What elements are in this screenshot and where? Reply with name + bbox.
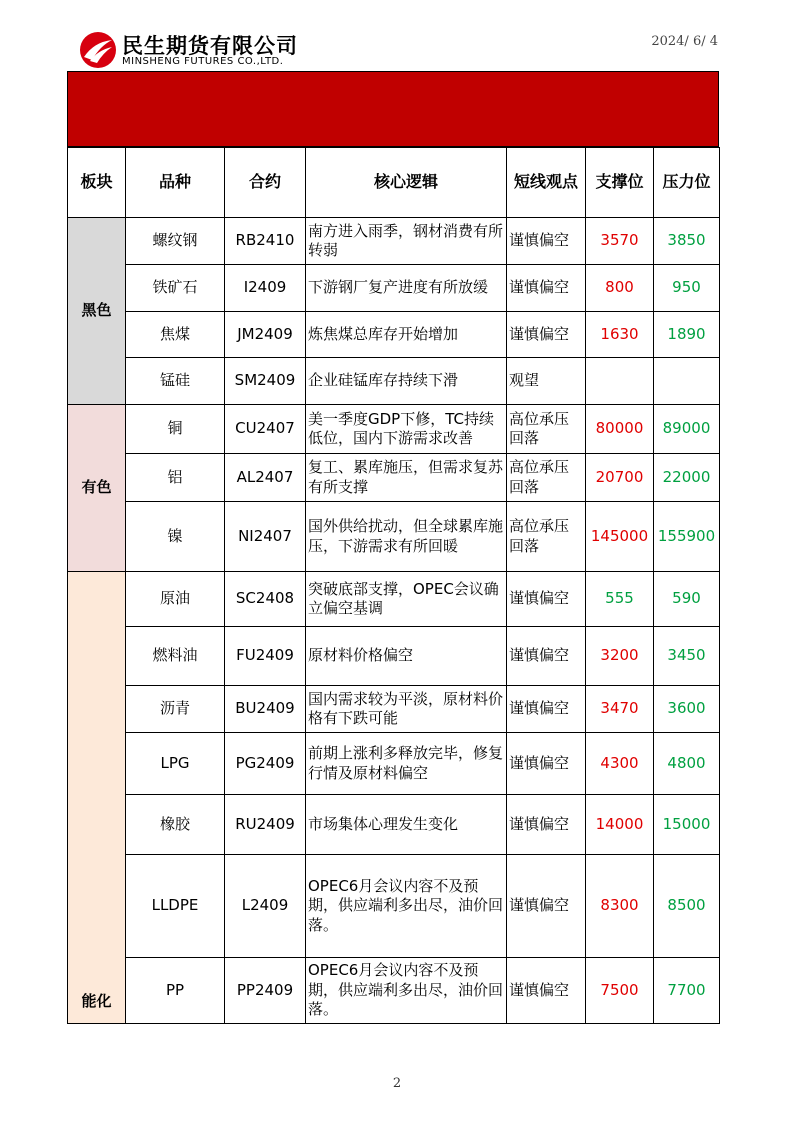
support-cell: 3470 <box>586 686 654 733</box>
logic-cell: OPEC6月会议内容不及预期，供应端利多出尽，油价回落。 <box>306 958 507 1024</box>
table-row <box>68 405 720 454</box>
support-cell: 3200 <box>586 627 654 686</box>
variety-cell: 燃料油 <box>126 627 225 686</box>
column-header-variety: 品种 <box>126 148 225 218</box>
contract-cell: BU2409 <box>225 686 306 733</box>
variety-cell: 铜 <box>126 405 225 454</box>
view-cell: 谨慎偏空 <box>507 627 586 686</box>
view-cell: 谨慎偏空 <box>507 572 586 627</box>
contract-cell: L2409 <box>225 855 306 958</box>
view-cell: 高位承压回落 <box>507 502 586 572</box>
title-banner <box>67 71 719 147</box>
resistance-cell: 1890 <box>654 312 720 358</box>
logic-cell: 前期上涨利多释放完毕，修复行情及原材料偏空 <box>306 733 507 795</box>
strategy-table <box>67 147 720 1024</box>
table-row <box>68 265 720 312</box>
variety-cell: 焦煤 <box>126 312 225 358</box>
view-cell: 谨慎偏空 <box>507 686 586 733</box>
column-header-logic: 核心逻辑 <box>306 148 507 218</box>
column-header-view: 短线观点 <box>507 148 586 218</box>
contract-cell: NI2407 <box>225 502 306 572</box>
resistance-cell: 22000 <box>654 454 720 502</box>
logic-cell: 炼焦煤总库存开始增加 <box>306 312 507 358</box>
table-header-row <box>68 148 720 218</box>
sector-cell-energy: 能化 <box>68 572 126 1024</box>
table-row <box>68 572 720 627</box>
resistance-cell: 3600 <box>654 686 720 733</box>
company-name-en: MINSHENG FUTURES CO.,LTD. <box>122 56 284 67</box>
resistance-cell <box>654 358 720 405</box>
variety-cell: 铁矿石 <box>126 265 225 312</box>
view-cell: 谨慎偏空 <box>507 795 586 855</box>
contract-cell: I2409 <box>225 265 306 312</box>
contract-cell: RB2410 <box>225 218 306 265</box>
table-row <box>68 855 720 958</box>
variety-cell: 镍 <box>126 502 225 572</box>
table-row <box>68 733 720 795</box>
support-cell <box>586 358 654 405</box>
variety-cell: 螺纹钢 <box>126 218 225 265</box>
view-cell: 谨慎偏空 <box>507 218 586 265</box>
contract-cell: PG2409 <box>225 733 306 795</box>
support-cell: 14000 <box>586 795 654 855</box>
view-cell: 谨慎偏空 <box>507 312 586 358</box>
resistance-cell: 15000 <box>654 795 720 855</box>
resistance-cell: 8500 <box>654 855 720 958</box>
column-header-support: 支撑位 <box>586 148 654 218</box>
table-row <box>68 502 720 572</box>
table-row <box>68 312 720 358</box>
view-cell: 高位承压回落 <box>507 405 586 454</box>
view-cell: 谨慎偏空 <box>507 958 586 1024</box>
support-cell: 555 <box>586 572 654 627</box>
support-cell: 80000 <box>586 405 654 454</box>
contract-cell: JM2409 <box>225 312 306 358</box>
contract-cell: FU2409 <box>225 627 306 686</box>
column-header-resistance: 压力位 <box>654 148 720 218</box>
column-header-contract: 合约 <box>225 148 306 218</box>
support-cell: 8300 <box>586 855 654 958</box>
sector-cell-nonferrous: 有色 <box>68 405 126 572</box>
table-row <box>68 218 720 265</box>
logic-cell: 南方进入雨季，钢材消费有所转弱 <box>306 218 507 265</box>
contract-cell: CU2407 <box>225 405 306 454</box>
column-header-sector: 板块 <box>68 148 126 218</box>
report-date: 2024/ 6/ 4 <box>651 34 718 49</box>
variety-cell: LPG <box>126 733 225 795</box>
logic-cell: 复工、累库施压，但需求复苏有所支撑 <box>306 454 507 502</box>
resistance-cell: 590 <box>654 572 720 627</box>
view-cell: 谨慎偏空 <box>507 855 586 958</box>
minsheng-logo-icon <box>78 30 118 70</box>
logic-cell: OPEC6月会议内容不及预期，供应端利多出尽，油价回落。 <box>306 855 507 958</box>
resistance-cell: 155900 <box>654 502 720 572</box>
table-row <box>68 795 720 855</box>
contract-cell: RU2409 <box>225 795 306 855</box>
contract-cell: PP2409 <box>225 958 306 1024</box>
sector-cell-black: 黑色 <box>68 218 126 405</box>
support-cell: 7500 <box>586 958 654 1024</box>
support-cell: 4300 <box>586 733 654 795</box>
resistance-cell: 950 <box>654 265 720 312</box>
logic-cell: 突破底部支撑，OPEC会议确立偏空基调 <box>306 572 507 627</box>
logic-cell: 美一季度GDP下修，TC持续低位，国内下游需求改善 <box>306 405 507 454</box>
variety-cell: 橡胶 <box>126 795 225 855</box>
company-name-cn: 民生期货有限公司 <box>122 34 298 58</box>
logic-cell: 市场集体心理发生变化 <box>306 795 507 855</box>
view-cell: 谨慎偏空 <box>507 733 586 795</box>
logic-cell: 原材料价格偏空 <box>306 627 507 686</box>
logic-cell: 下游钢厂复产进度有所放缓 <box>306 265 507 312</box>
variety-cell: 锰硅 <box>126 358 225 405</box>
variety-cell: LLDPE <box>126 855 225 958</box>
resistance-cell: 89000 <box>654 405 720 454</box>
variety-cell: PP <box>126 958 225 1024</box>
support-cell: 145000 <box>586 502 654 572</box>
view-cell: 高位承压回落 <box>507 454 586 502</box>
support-cell: 20700 <box>586 454 654 502</box>
table-row <box>68 454 720 502</box>
table-row <box>68 686 720 733</box>
variety-cell: 铝 <box>126 454 225 502</box>
table-row <box>68 627 720 686</box>
contract-cell: SC2408 <box>225 572 306 627</box>
logic-cell: 企业硅锰库存持续下滑 <box>306 358 507 405</box>
logic-cell: 国内需求较为平淡，原材料价格有下跌可能 <box>306 686 507 733</box>
page-header <box>0 0 794 70</box>
view-cell: 谨慎偏空 <box>507 265 586 312</box>
contract-cell: AL2407 <box>225 454 306 502</box>
variety-cell: 原油 <box>126 572 225 627</box>
contract-cell: SM2409 <box>225 358 306 405</box>
resistance-cell: 7700 <box>654 958 720 1024</box>
support-cell: 800 <box>586 265 654 312</box>
table-row <box>68 958 720 1024</box>
support-cell: 1630 <box>586 312 654 358</box>
support-cell: 3570 <box>586 218 654 265</box>
page-number: 2 <box>392 1076 402 1091</box>
table-row <box>68 358 720 405</box>
view-cell: 观望 <box>507 358 586 405</box>
resistance-cell: 4800 <box>654 733 720 795</box>
logic-cell: 国外供给扰动，但全球累库施压，下游需求有所回暖 <box>306 502 507 572</box>
resistance-cell: 3850 <box>654 218 720 265</box>
resistance-cell: 3450 <box>654 627 720 686</box>
variety-cell: 沥青 <box>126 686 225 733</box>
